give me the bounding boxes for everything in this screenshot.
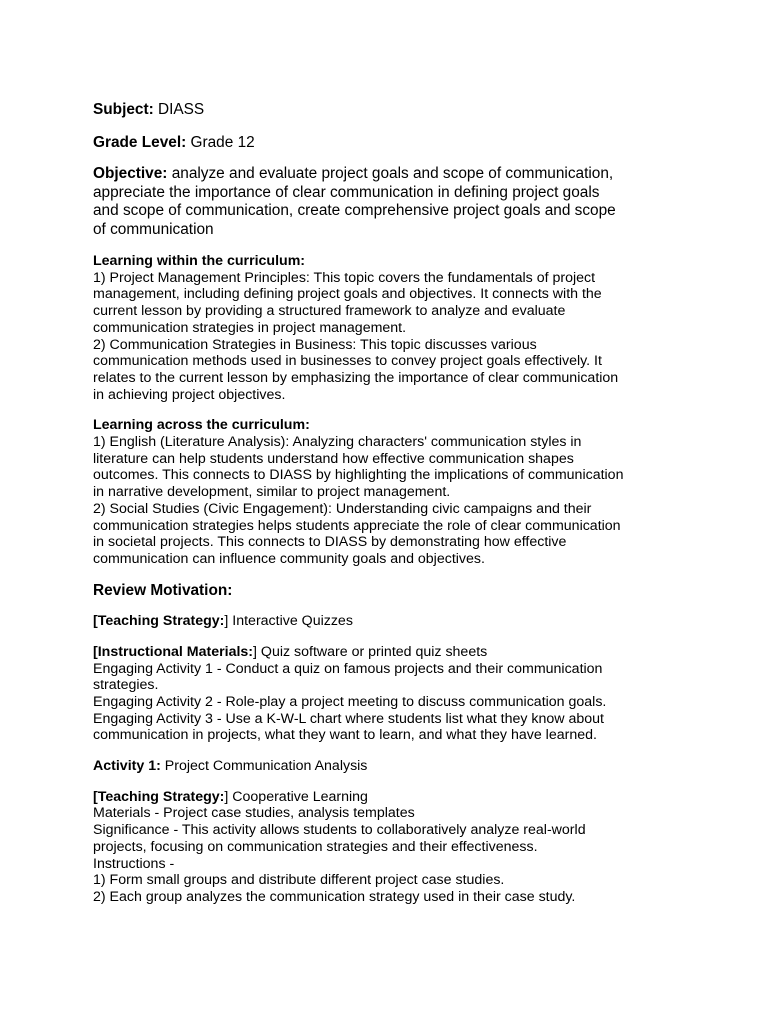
learning-within-line: communication strategies in project management. bbox=[93, 319, 407, 336]
engaging-activity-line: strategies. bbox=[93, 677, 159, 694]
objective-line-4: of communication bbox=[93, 220, 214, 238]
instructional-materials-value: ] Quiz software or printed quiz sheets bbox=[253, 643, 488, 660]
instructional-materials-line bbox=[93, 644, 683, 661]
objective-section bbox=[93, 165, 683, 239]
learning-across-line: in narrative development, similar to project management. bbox=[93, 484, 451, 501]
activity-1-line: 1) Form small groups and distribute different project case studies. bbox=[93, 872, 505, 889]
learning-within-heading: Learning within the curriculum: bbox=[93, 253, 306, 269]
learning-within-line: in achieving project objectives. bbox=[93, 386, 286, 403]
learning-across-line: communication strategies helps students appreciate the role of clear communication bbox=[93, 517, 621, 534]
learning-across-line: outcomes. This connects to DIASS by highlighting the implications of communication bbox=[93, 467, 624, 484]
learning-across-line: communication can influence community goals and objectives. bbox=[93, 550, 485, 567]
lesson-plan-document bbox=[93, 101, 683, 906]
review-teaching-strategy-line bbox=[93, 613, 683, 630]
learning-within-section bbox=[93, 253, 683, 403]
engaging-activity-line: Engaging Activity 3 - Use a K-W-L chart where students list what they know about bbox=[93, 710, 604, 727]
grade-level-line bbox=[93, 134, 683, 153]
subject-value: DIASS bbox=[153, 101, 205, 118]
learning-across-line: in societal projects. This connects to DIASS by demonstrating how effective bbox=[93, 534, 567, 551]
learning-within-line: 1) Project Management Principles: This topic covers the fundamentals of project bbox=[93, 269, 596, 286]
activity-1-teaching-strategy-label: [Teaching Strategy: bbox=[93, 788, 225, 805]
objective-text-1: analyze and evaluate project goals and scope of communication, bbox=[167, 165, 614, 182]
activity-1-line: Materials - Project case studies, analysis templates bbox=[93, 805, 415, 822]
instructional-materials-label: [Instructional Materials: bbox=[93, 643, 254, 660]
objective-line-2: appreciate the importance of clear communication in defining project goals bbox=[93, 183, 600, 201]
engaging-activity-line: Engaging Activity 1 - Conduct a quiz on famous projects and their communication bbox=[93, 660, 603, 677]
activity-1-teaching-strategy-line bbox=[93, 789, 683, 806]
instructional-materials-section bbox=[93, 644, 683, 744]
activity-1-line: Instructions - bbox=[93, 855, 175, 872]
review-teaching-strategy-value: ] Interactive Quizzes bbox=[224, 613, 353, 630]
review-teaching-strategy-label: [Teaching Strategy: bbox=[93, 613, 225, 630]
learning-across-heading: Learning across the curriculum: bbox=[93, 417, 310, 434]
learning-within-line: management, including defining project goals and objectives. It connects with the bbox=[93, 286, 602, 303]
activity-1-line: projects, focusing on communication strategies and their effectiveness. bbox=[93, 838, 538, 855]
activity-1-line: Significance - This activity allows students to collaboratively analyze real-world bbox=[93, 822, 586, 839]
activity-1-teaching-strategy-value: ] Cooperative Learning bbox=[224, 788, 368, 805]
learning-within-line: current lesson by providing a structured framework to analyze and evaluate bbox=[93, 303, 566, 320]
engaging-activity-line: communication in projects, what they want to learn, and what they have learned. bbox=[93, 727, 597, 744]
learning-across-line: 2) Social Studies (Civic Engagement): Understanding civic campaigns and their bbox=[93, 500, 592, 517]
objective-label: Objective: bbox=[93, 165, 168, 182]
learning-within-line: relates to the current lesson by emphasizing the importance of clear communication bbox=[93, 369, 619, 386]
learning-within-line: 2) Communication Strategies in Business: This topic discusses various bbox=[93, 336, 537, 353]
learning-across-line: 1) English (Literature Analysis): Analyzing characters' communication styles in bbox=[93, 434, 582, 451]
activity-1-section bbox=[93, 789, 683, 906]
engaging-activity-line: Engaging Activity 2 - Role-play a project meeting to discuss communication goals. bbox=[93, 693, 607, 710]
activity-1-line: 2) Each group analyzes the communication strategy used in their case study. bbox=[93, 889, 576, 905]
learning-across-line: literature can help students understand how effective communication shapes bbox=[93, 450, 574, 467]
grade-level-label: Grade Level: bbox=[93, 133, 187, 151]
review-motivation-heading: Review Motivation: bbox=[93, 581, 233, 599]
objective-line-3: and scope of communication, create comprehensive project goals and scope bbox=[93, 202, 616, 219]
activity-1-value: Project Communication Analysis bbox=[160, 758, 368, 775]
activity-1-title-line bbox=[93, 758, 683, 775]
grade-level-value: Grade 12 bbox=[186, 133, 255, 151]
subject-label: Subject: bbox=[93, 101, 154, 118]
activity-1-label: Activity 1: bbox=[93, 758, 161, 775]
objective-line-1 bbox=[93, 165, 683, 184]
learning-across-section bbox=[93, 417, 683, 567]
subject-line bbox=[93, 101, 683, 120]
learning-within-line: communication methods used in businesses to convey project goals effectively. It bbox=[93, 353, 602, 370]
